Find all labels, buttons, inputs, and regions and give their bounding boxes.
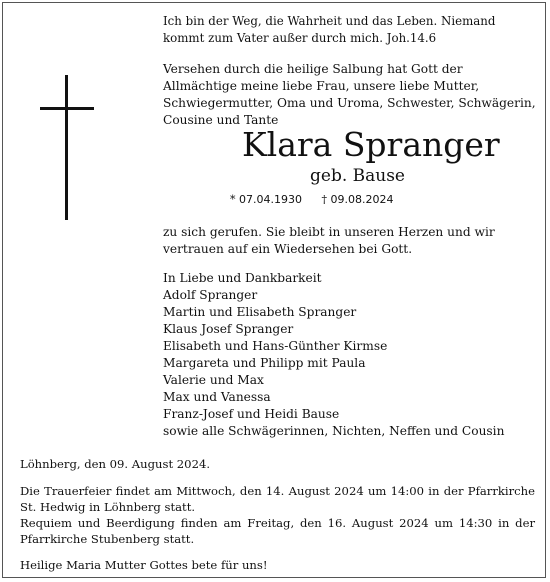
closing-prayer: Heilige Maria Mutter Gottes bete für uns! [20,558,268,572]
intro-text: Versehen durch die heilige Salbung hat Gott der Allmächtige meine liebe Frau, unsere liebe Mutter, Schwiegermutter, Oma und Uroma, Schwester, Schwägerin, Cousine und Tante [163,62,536,127]
mourner-name: Elisabeth und Hans-Günther Kirmse [163,339,388,353]
bible-quote: Ich bin der Weg, die Wahrheit und das Leben. Niemand kommt zum Vater außer durch mich. Joh.14.6 [163,14,496,45]
called-text: zu sich gerufen. Sie bleibt in unseren Herzen und wir vertrauen auf ein Wiedersehen bei Gott. [163,225,495,256]
mourner-name: Martin und Elisabeth Spranger [163,305,357,319]
mourner-name: Adolf Spranger [163,288,258,302]
mourner-name: Margareta und Philipp mit Paula [163,356,366,370]
deceased-name: Klara Spranger [242,125,500,164]
death-symbol: † [321,193,327,206]
birth-symbol: * [230,193,236,206]
requiem-info: Requiem und Beerdigung finden am Freitag, den 16. August 2024 um 14:30 in der Pfarrkirche Stubenberg statt. [20,516,535,546]
mourner-name: Max und Vanessa [163,390,271,404]
funeral-info: Die Trauerfeier findet am Mittwoch, den 14. August 2024 um 14:00 in der Pfarrkirche St. Hedwig in Löhnberg statt. [20,484,535,514]
maiden-name: geb. Bause [310,166,405,186]
cross-icon [40,75,94,220]
place-date: Löhnberg, den 09. August 2024. [20,457,211,471]
mourner-name: Klaus Josef Spranger [163,322,294,336]
life-dates [230,193,393,207]
death-date-group [321,193,393,206]
mourners-heading: In Liebe und Dankbarkeit [163,271,322,285]
death-date: 09.08.2024 [330,193,394,206]
mourners-list [163,270,533,440]
mourner-name: Valerie und Max [163,373,264,387]
birth-date: 07.04.1930 [239,193,302,206]
birth-date-group [230,193,302,206]
mourner-name: Franz-Josef und Heidi Bause [163,407,340,421]
mourner-name: sowie alle Schwägerinnen, Nichten, Neffen und Cousin [163,424,505,438]
